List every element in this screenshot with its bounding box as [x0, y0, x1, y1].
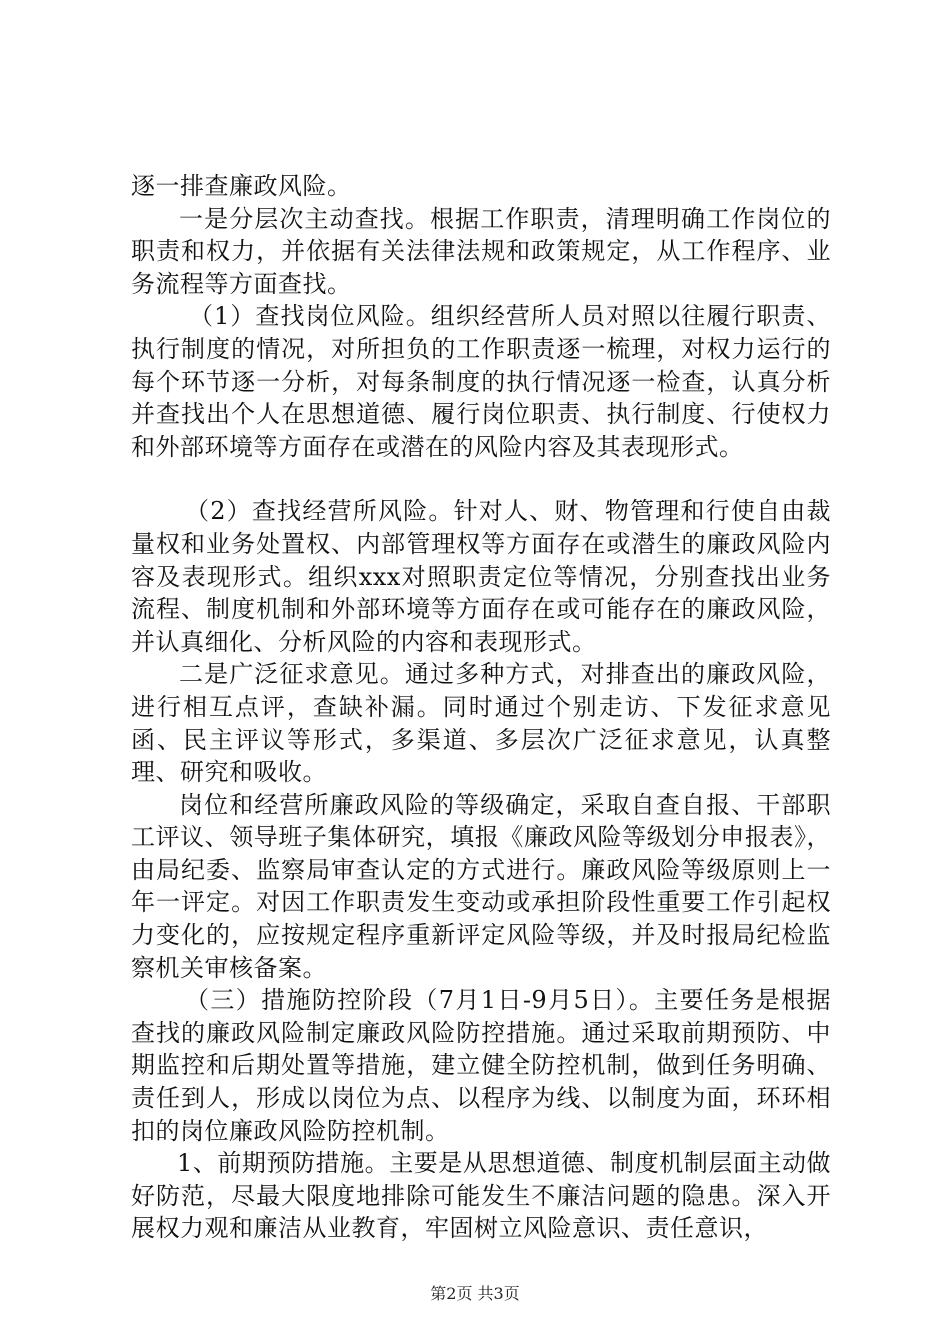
paragraph-office-risk: （2）查找经营所风险。针对人、财、物管理和行使自由裁量权和业务处置权、内部管理权等方面存在或潜生的廉政风险内容及表现形式。组织xxx对照职责定位等情况，分别查找出业务流程、制度机制和外部环境等方面存在或可能存在的廉政风险，并认真细化、分析风险的内容和表现形式。: [131, 497, 831, 656]
paragraph-layered-search: 一是分层次主动查找。根据工作职责，清理明确工作岗位的职责和权力，并依据有关法律法规和政策规定，从工作程序、业务流程等方面查找。: [131, 204, 831, 298]
paragraph-risk-grading: 岗位和经营所廉政风险的等级确定，采取自查自报、干部职工评议、领导班子集体研究，填报《廉政风险等级划分申报表》，由局纪委、监察局审查认定的方式进行。廉政风险等级原则上一年一评定。对因工作职责发生变动或承担阶段性重要工作引起权力变化的，应按规定程序重新评定风险等级，并及时报局纪检监察机关审核备案。: [131, 790, 831, 982]
paragraph-control-phase: （三）措施防控阶段（7月1日-9月5日）。主要任务是根据查找的廉政风险制定廉政风险防控措施。通过采取前期预防、中期监控和后期处置等措施，建立健全防控机制，做到任务明确、责任到人，形成以岗位为点、以程序为线、以制度为面，环环相扣的岗位廉政风险防控机制。: [131, 986, 831, 1145]
document-body: [131, 170, 831, 1245]
paragraph-post-risk: （1）查找岗位风险。组织经营所人员对照以往履行职责、执行制度的情况，对所担负的工作职责逐一梳理，对权力运行的每个环节逐一分析，对每条制度的执行情况逐一检查，认真分析并查找出个人在思想道德、履行岗位职责、执行制度、行使权力和外部环境等方面存在或潜在的风险内容及其表现形式。: [131, 302, 831, 461]
paragraph-spacer: [131, 463, 831, 495]
page-number-footer: 第2页 共3页: [430, 1284, 520, 1303]
paragraph-solicit-opinions: 二是广泛征求意见。通过多种方式，对排查出的廉政风险，进行相互点评，查缺补漏。同时通过个别走访、下发征求意见函、民主评议等形式，多渠道、多层次广泛征求意见，认真整理、研究和吸收。: [131, 660, 831, 787]
paragraph-continuation: 逐一排查廉政风险。: [131, 172, 352, 200]
paragraph-prevention-measures: 1、前期预防措施。主要是从思想道德、制度机制层面主动做好防范，尽最大限度地排除可能发生不廉洁问题的隐患。深入开展权力观和廉洁从业教育，牢固树立风险意识、责任意识，: [131, 1149, 831, 1243]
